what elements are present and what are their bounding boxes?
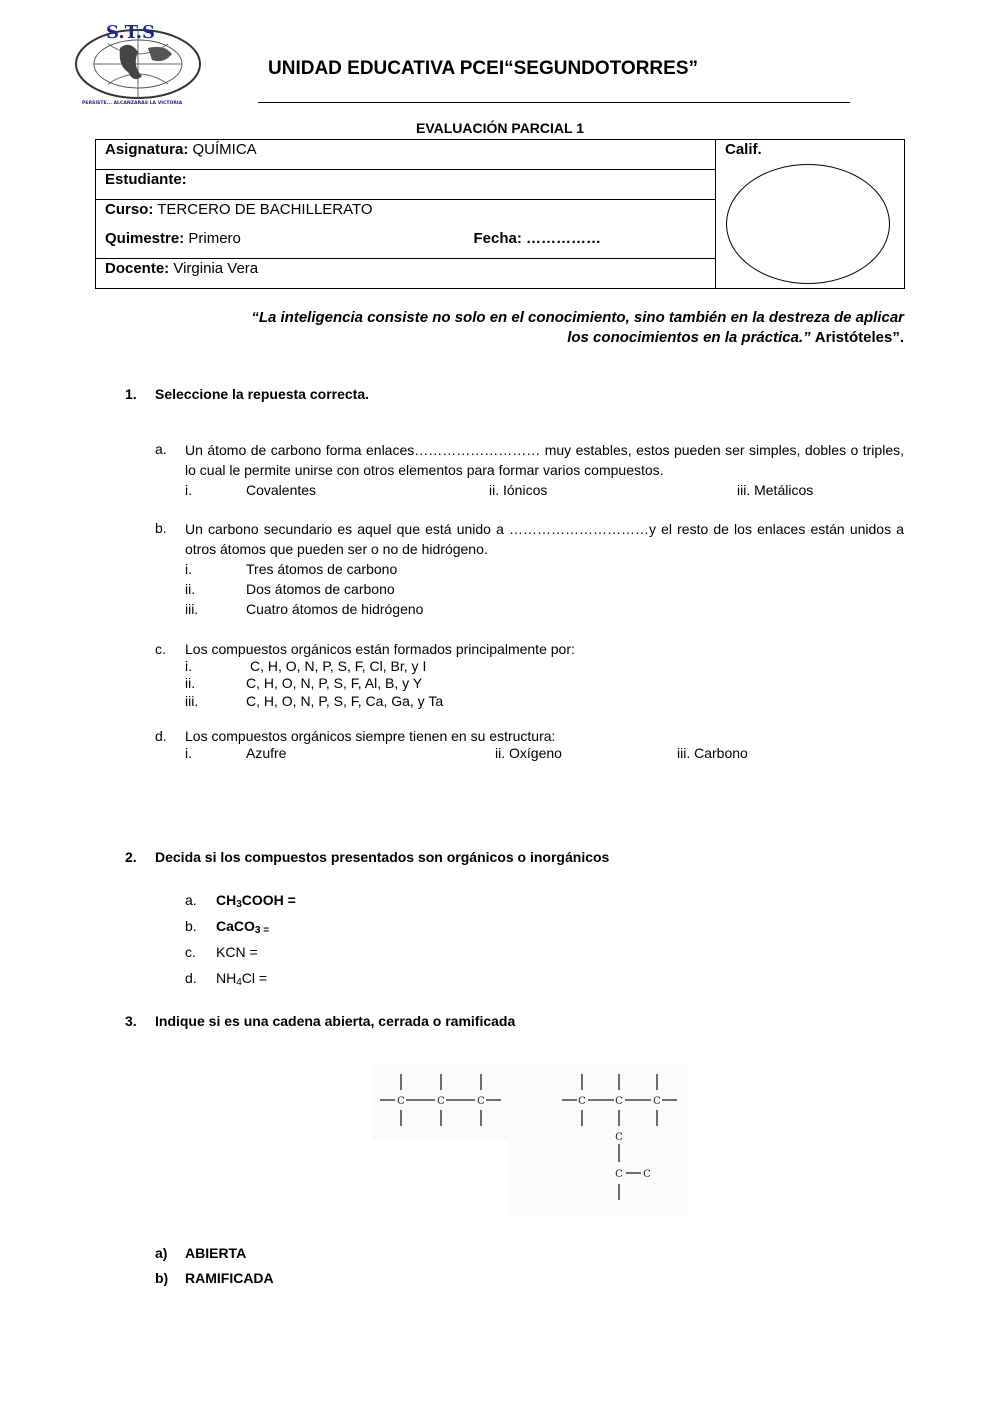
q3-answer-b: RAMIFICADA [185, 1270, 274, 1286]
atom-c: C [653, 1096, 661, 1107]
calif-cell [716, 140, 905, 289]
q2d-formula[interactable] [216, 970, 267, 986]
q2b-formula-sub: 3 = [254, 925, 270, 936]
q1d-opt1-num: i. [185, 745, 192, 761]
q1-title: Seleccione la repuesta correcta. [155, 386, 369, 402]
evaluation-title: EVALUACIÓN PARCIAL 1 [415, 120, 584, 136]
q1d-opt2[interactable]: ii. Oxígeno [495, 745, 562, 761]
q2d-formula-post: Cl = [241, 970, 268, 986]
docente-cell [96, 259, 716, 289]
quote-author: Aristóteles”. [814, 329, 904, 346]
quote [160, 308, 904, 348]
q1a-letter: a. [155, 441, 167, 457]
curso-label: Curso: [105, 201, 154, 218]
docente-label: Docente: [105, 260, 170, 277]
fecha-value[interactable]: …………… [526, 229, 602, 247]
q1c-opt1[interactable]: C, H, O, N, P, S, F, Cl, Br, y I [250, 658, 427, 674]
q1d-letter: d. [155, 728, 167, 744]
quimestre-value: Primero [188, 229, 241, 247]
q1a-opt3[interactable]: iii. Metálicos [737, 482, 814, 498]
q3-answer-b-letter: b) [155, 1270, 169, 1286]
q2c-formula[interactable]: KCN = [216, 944, 258, 960]
q1b-opt2-num: ii. [185, 581, 196, 597]
atom-c: C [477, 1096, 485, 1107]
atom-c: C [643, 1169, 651, 1180]
q1c-opt2-num: ii. [185, 675, 196, 691]
q2d-formula-pre: NH [216, 970, 237, 986]
carbon-chain-figures [372, 1065, 688, 1217]
school-name: UNIDAD EDUCATIVA PCEI“SEGUNDOTORRES” [268, 58, 698, 79]
q2-number: 2. [125, 849, 137, 865]
quimestre-label: Quimestre: [105, 229, 185, 247]
logo-text: S.T.S [106, 22, 155, 43]
q1c-letter: c. [155, 641, 166, 657]
q1b-opt2[interactable]: Dos átomos de carbono [246, 581, 395, 597]
atom-c: C [437, 1096, 445, 1107]
atom-c: C [578, 1096, 586, 1107]
q1b-opt1-num: i. [185, 561, 192, 577]
asignatura-cell [96, 140, 716, 170]
logo-motto: PERSISTE... ALCANZARAS LA VICTORIA [82, 101, 183, 106]
calif-label: Calif. [725, 141, 762, 158]
q2d-letter: d. [185, 970, 197, 986]
quimestre-cell [96, 229, 716, 259]
q2a-formula-sub: 3 [236, 899, 242, 910]
asignatura-label: Asignatura: [105, 141, 189, 158]
q2-title: Decida si los compuestos presentados son orgánicos o inorgánicos [155, 849, 610, 865]
q2b-letter: b. [185, 918, 197, 934]
atom-c: C [615, 1169, 623, 1180]
q2b-formula[interactable] [216, 918, 269, 934]
q1a-text: Un átomo de carbono forma enlaces……………………… muy estables, estos pueden ser simples, dobles o triples, lo cual le permite unirse con otros elementos para formar varios compuestos. [185, 442, 904, 478]
q2d-formula-sub: 4 [236, 977, 242, 988]
q1a-opt1-num: i. [185, 482, 192, 498]
q1d-opt1[interactable]: Azufre [246, 745, 287, 761]
q1c-opt2[interactable]: C, H, O, N, P, S, F, Al, B, y Y [246, 675, 423, 691]
q2a-formula-post: COOH = [241, 892, 296, 908]
fecha-label: Fecha: [473, 229, 522, 247]
quote-line-2: los conocimientos en la práctica.” [567, 329, 811, 346]
q1a-opt2[interactable]: ii. Iónicos [489, 482, 548, 498]
q1-number: 1. [125, 386, 137, 402]
q1d-text: Los compuestos orgánicos siempre tienen en su estructura: [185, 728, 556, 744]
atom-c: C [397, 1096, 405, 1107]
curso-value: TERCERO DE BACHILLERATO [157, 201, 373, 218]
q1b-letter: b. [155, 520, 167, 536]
q2b-formula-pre: CaCO [216, 918, 255, 934]
q1c-opt3-num: iii. [185, 693, 199, 709]
atom-c: C [615, 1096, 623, 1107]
q1b-opt3-num: iii. [185, 601, 199, 617]
grade-oval [726, 164, 890, 284]
q2a-letter: a. [185, 892, 197, 908]
q1a-opt1[interactable]: Covalentes [246, 482, 317, 498]
q1b-opt3[interactable]: Cuatro átomos de hidrógeno [246, 601, 424, 617]
school-logo [72, 18, 207, 106]
q3-answer-a-letter: a) [155, 1245, 168, 1261]
q1b-opt1[interactable]: Tres átomos de carbono [246, 561, 398, 577]
quote-line-1: “La inteligencia consiste no solo en el conocimiento, sino también en la destreza de aplicar [251, 309, 904, 326]
q2a-formula[interactable] [216, 892, 296, 908]
estudiante-label: Estudiante: [105, 171, 187, 188]
q2a-formula-pre: CH [216, 892, 237, 908]
q1d-opt3[interactable]: iii. Carbono [677, 745, 748, 761]
atom-c: C [615, 1132, 623, 1143]
curso-cell [96, 200, 716, 229]
q1b-text: Un carbono secundario es aquel que está unido a …………………………y el resto de los enlaces están unidos a otros átomos que pueden ser o no de hidrógeno. [185, 521, 904, 557]
q1c-text: Los compuestos orgánicos están formados principalmente por: [185, 641, 575, 657]
student-info-table [95, 139, 905, 289]
q3-title: Indique si es una cadena abierta, cerrada o ramificada [155, 1013, 516, 1029]
asignatura-value: QUÍMICA [192, 141, 257, 158]
q1c-opt1-num: i. [185, 658, 192, 674]
docente-value: Virginia Vera [173, 260, 259, 277]
header-rule [258, 102, 850, 103]
q1c-opt3[interactable]: C, H, O, N, P, S, F, Ca, Ga, y Ta [246, 693, 444, 709]
estudiante-cell[interactable] [96, 170, 716, 200]
q3-answer-a: ABIERTA [185, 1245, 247, 1261]
q3-number: 3. [125, 1013, 137, 1029]
q2c-letter: c. [185, 944, 196, 960]
